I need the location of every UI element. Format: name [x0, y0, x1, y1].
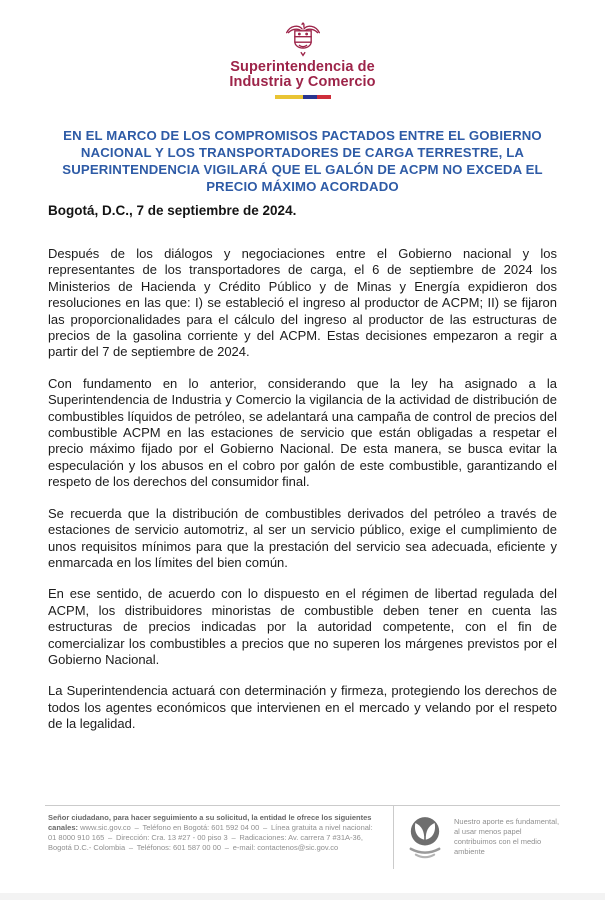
footer [45, 805, 560, 869]
footer-contact-intro: Señor ciudadano, para hacer seguimiento a su solicitud, la entidad le ofrece los siguientes canales: [48, 813, 372, 832]
body-text [48, 246, 557, 748]
footer-contact-info [45, 806, 393, 869]
colombia-coat-of-arms-icon [283, 20, 323, 58]
body-paragraph: En ese sentido, de acuerdo con lo dispuesto en el régimen de libertad regulada del ACPM, los distribuidores minoristas de combustible deben tener en cuenta las estructuras de precios indicadas por la autoridad competente, con el fin de comercializar los combustibles a precios que no superen los márgenes previstos por el Gobierno Nacional. [48, 586, 557, 667]
org-name-line1: Superintendencia de [230, 59, 375, 75]
dateline: Bogotá, D.C., 7 de septiembre de 2024. [48, 203, 297, 218]
headline: EN EL MARCO DE LOS COMPROMISOS PACTADOS ENTRE EL GOBIERNO NACIONAL Y LOS TRANSPORTADORES DE CARGA TERRESTRE, LA SUPERINTENDENCIA VIGILARÁ QUE EL GALÓN DE ACPM NO EXCEDA EL PRECIO MÁXIMO ACORDADO [62, 128, 543, 194]
flag-yellow-stripe [275, 95, 303, 99]
letterhead [0, 20, 605, 99]
leaf-eco-icon [405, 813, 445, 863]
footer-contact-details: www.sic.gov.co – Teléfono en Bogotá: 601 592 04 00 – Línea gratuita a nivel nacional: 01 8000 910 165 – Dirección: Cra. 13 #27 - 00 piso 3 – Radicaciones: Av. carrera 7 #31A-36, Bogotá D.C.- Colombia – Teléfonos: 601 587 00 00 – e-mail: contactenos@sic.gov.co [48, 823, 373, 852]
org-name-line2: Industria y Comercio [229, 74, 376, 90]
body-paragraph: Con fundamento en lo anterior, considerando que la ley ha asignado a la Superintendencia de Industria y Comercio la vigilancia de la actividad de distribución de combustibles líquidos de petróleo, se adelantará una campaña de control de precios del combustible ACPM en las estaciones de servicio que están obligadas a respetar el precio máximo fijado por el Gobierno Nacional. De esta manera, se busca evitar la especulación y los abusos en el cobro por galón de este combustible, garantizando el respeto de los derechos del consumidor final. [48, 375, 557, 490]
eco-note: Nuestro aporte es fundamental, al usar menos papel contribuimos con el medio ambiente [454, 817, 560, 856]
body-paragraph: Después de los diálogos y negociaciones entre el Gobierno nacional y los representantes de los transportadores de carga, el 6 de septiembre de 2024 los Ministerios de Hacienda y Crédito Público y de Minas y Energía expidieron dos resoluciones en las que: I) se estableció el ingreso al productor de ACPM; II) se fijaron las proporcionalidades para el cálculo del ingreso al productor de las estructuras de precios de la gasolina corriente y del ACPM. Estas decisiones empezaron a regir a partir del 7 de septiembre de 2024. [48, 246, 557, 360]
body-paragraph: La Superintendencia actuará con determinación y firmeza, protegiendo los derechos de todos los agentes económicos que intervienen en el mercado y velando por el respeto de la legalidad. [48, 683, 557, 732]
colombia-flag-bar [275, 95, 331, 99]
body-paragraph: Se recuerda que la distribución de combustibles derivados del petróleo a través de estaciones de servicio automotriz, al ser un servicio público, exige el cumplimiento de unos requisitos mínimos para que la prestación del servicio sea adecuada, eficiente y enmarcada en los límites del bien común. [48, 505, 557, 570]
flag-red-stripe [317, 95, 331, 99]
page-bottom-edge [0, 893, 605, 900]
footer-eco-section [393, 806, 560, 869]
flag-blue-stripe [303, 95, 317, 99]
